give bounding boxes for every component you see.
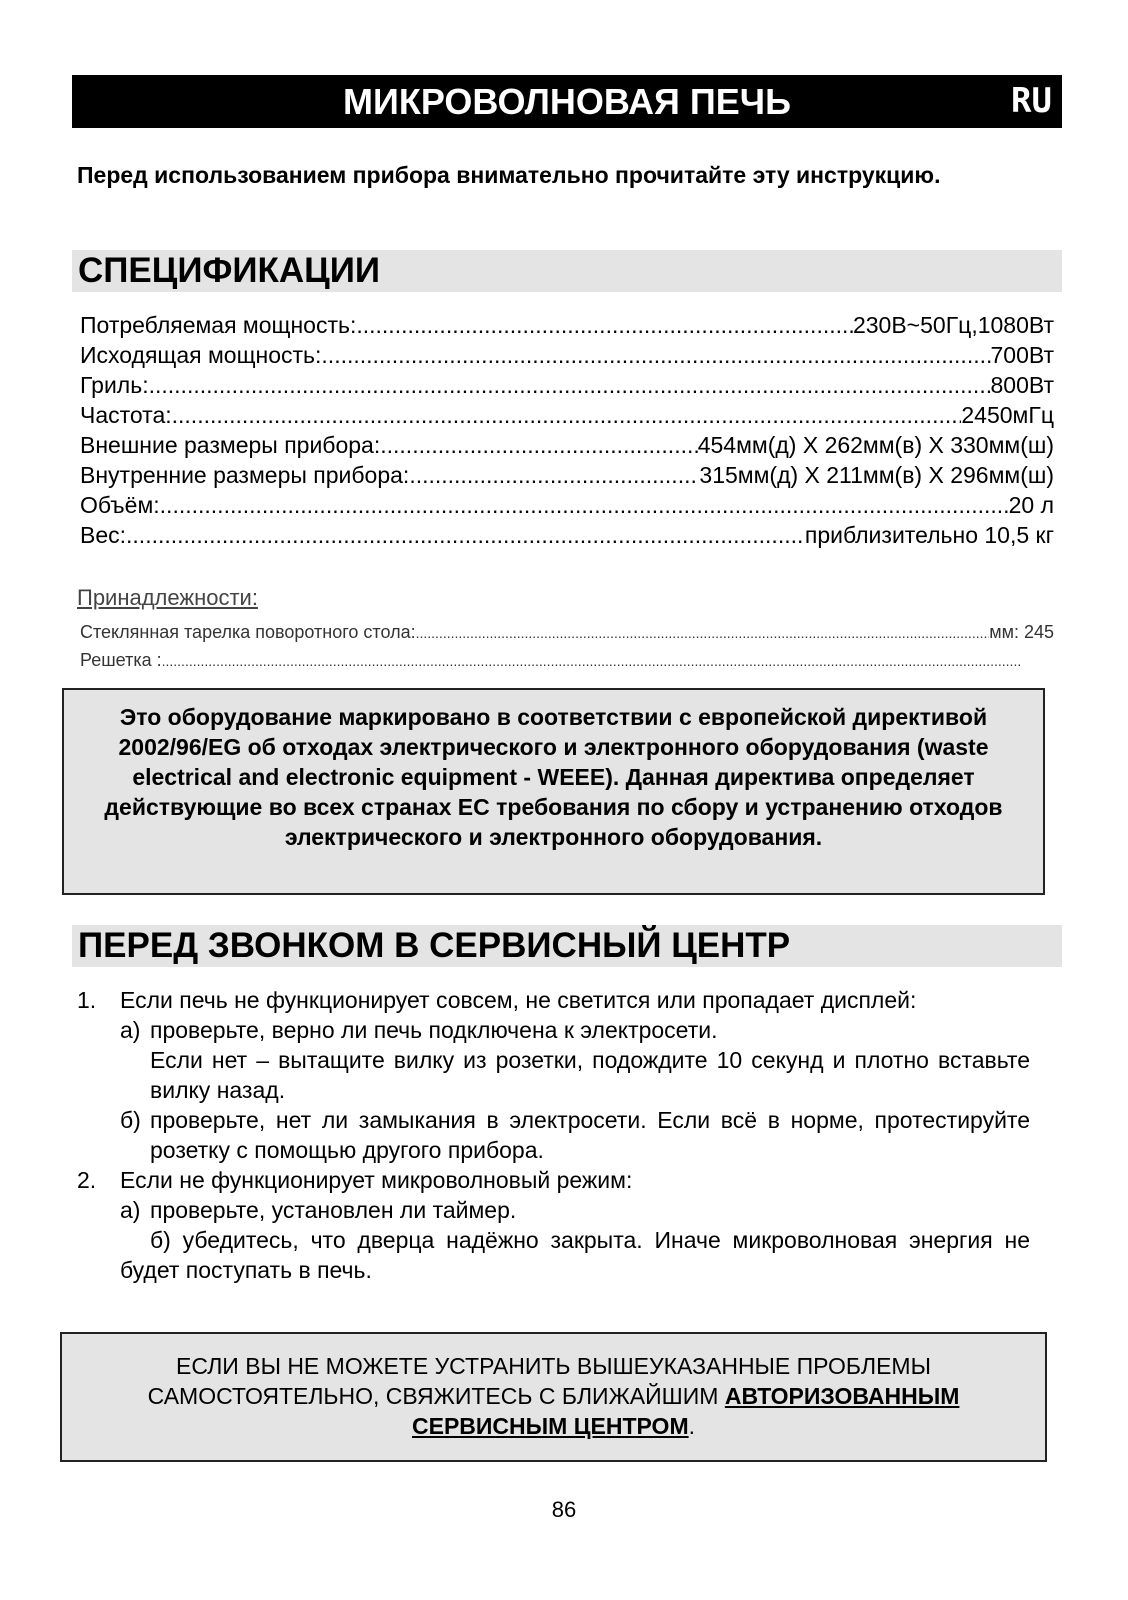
spec-value: 230В~50Гц,1080Вт (852, 312, 1054, 338)
step-number: 1. (77, 987, 97, 1013)
language-badge: RU (1011, 81, 1052, 121)
accessories-heading: Принадлежности: (77, 585, 258, 610)
spec-label: Потребляемая мощность: (80, 312, 357, 338)
sub-marker: а) (120, 1197, 141, 1223)
spec-row (80, 370, 1054, 400)
spec-value: приблизительно 10,5 кг (804, 522, 1054, 548)
spec-value: 700Вт (990, 342, 1054, 368)
list-item (120, 1225, 1030, 1285)
sub-text: б) убедитесь, что дверца надёжно закрыта. Иначе микроволновая энергия не будет поступать в печь. (120, 1227, 1030, 1283)
spec-value: 454мм(д) X 262мм(в) X 330мм(ш) (697, 432, 1054, 458)
list-item (77, 1165, 1030, 1195)
spec-label: Гриль: (80, 372, 149, 398)
service-heading: ПЕРЕД ЗВОНКОМ В СЕРВИСНЫЙ ЦЕНТР (72, 925, 1062, 967)
spec-row (80, 400, 1054, 430)
accessory-value: мм: 245 (989, 622, 1054, 642)
spec-value: 800Вт (990, 372, 1054, 398)
spec-label: Исходящая мощность: (80, 342, 322, 368)
spec-row (80, 490, 1054, 520)
sub-text: проверьте, нет ли замыкания в электросети. Если всё в норме, протестируйте розетку с помощью другого прибора. (150, 1107, 1030, 1163)
step-text: Если не функционирует микроволновый режим: (120, 1167, 633, 1193)
page-title: МИКРОВОЛНОВАЯ ПЕЧЬ (343, 81, 791, 122)
spec-label: Внутренние размеры прибора: (80, 462, 410, 488)
sub-marker: б) (120, 1107, 141, 1133)
step-number: 2. (77, 1167, 97, 1193)
accessory-row (80, 648, 1022, 673)
troubleshooting-steps (77, 985, 1030, 1285)
sub-text: Если нет – вытащите вилку из розетки, подождите 10 секунд и плотно вставьте вилку назад. (150, 1047, 1030, 1103)
title-bar (72, 75, 1062, 128)
spec-label: Вес: (80, 522, 127, 548)
sub-text: проверьте, установлен ли таймер. (150, 1197, 517, 1223)
accessory-label: Решетка : (80, 650, 162, 670)
spec-label: Частота: (80, 402, 172, 428)
accessory-label: Стеклянная тарелка поворотного стола: (80, 622, 416, 642)
authorized-service-text: АВТОРИЗОВАННЫМ СЕРВИСНЫМ ЦЕНТРОМ (412, 1383, 960, 1439)
spec-label: Объём: (80, 492, 160, 518)
spec-row (80, 430, 1054, 460)
spec-row (80, 460, 1054, 490)
sub-marker: а) (120, 1017, 141, 1043)
contact-end: . (688, 1413, 695, 1439)
sub-text: проверьте, верно ли печь подключена к электросети. (150, 1017, 718, 1043)
spec-row (80, 340, 1054, 370)
list-item (77, 985, 1030, 1015)
list-item (120, 1105, 1030, 1165)
list-item (120, 1195, 1030, 1225)
spec-row (80, 310, 1054, 340)
specs-heading: СПЕЦИФИКАЦИИ (72, 250, 1062, 292)
spec-value: 315мм(д) X 211мм(в) X 296мм(ш) (699, 462, 1054, 488)
contact-text: ЕСЛИ ВЫ НЕ МОЖЕТЕ УСТРАНИТЬ ВЫШЕУКАЗАННЫЕ ПРОБЛЕМЫ САМОСТОЯТЕЛЬНО, СВЯЖИТЕСЬ С БЛИЖАЙШИМ (147, 1353, 931, 1409)
step-text: Если печь не функционирует совсем, не светится или пропадает дисплей: (120, 987, 917, 1013)
list-item (120, 1015, 1030, 1105)
spec-row (80, 520, 1054, 550)
page-number: 86 (551, 1497, 577, 1522)
spec-value: 20 л (1008, 492, 1054, 518)
weee-notice: Это оборудование маркировано в соответствии с европейской директивой 2002/96/EG об отходах электрического и электронного оборудования (waste electrical and electronic equipment - WEEE). Данная директива определяет действующие во всех странах ЕС требования по сбору и устранению отходов электрического и электронного оборудования. (62, 688, 1045, 895)
spec-value: 2450мГц (961, 402, 1054, 428)
contact-notice (60, 1332, 1047, 1462)
accessory-row (80, 620, 1054, 645)
intro-text: Перед использованием прибора внимательно прочитайте эту инструкцию. (77, 162, 941, 188)
spec-label: Внешние размеры прибора: (80, 432, 381, 458)
